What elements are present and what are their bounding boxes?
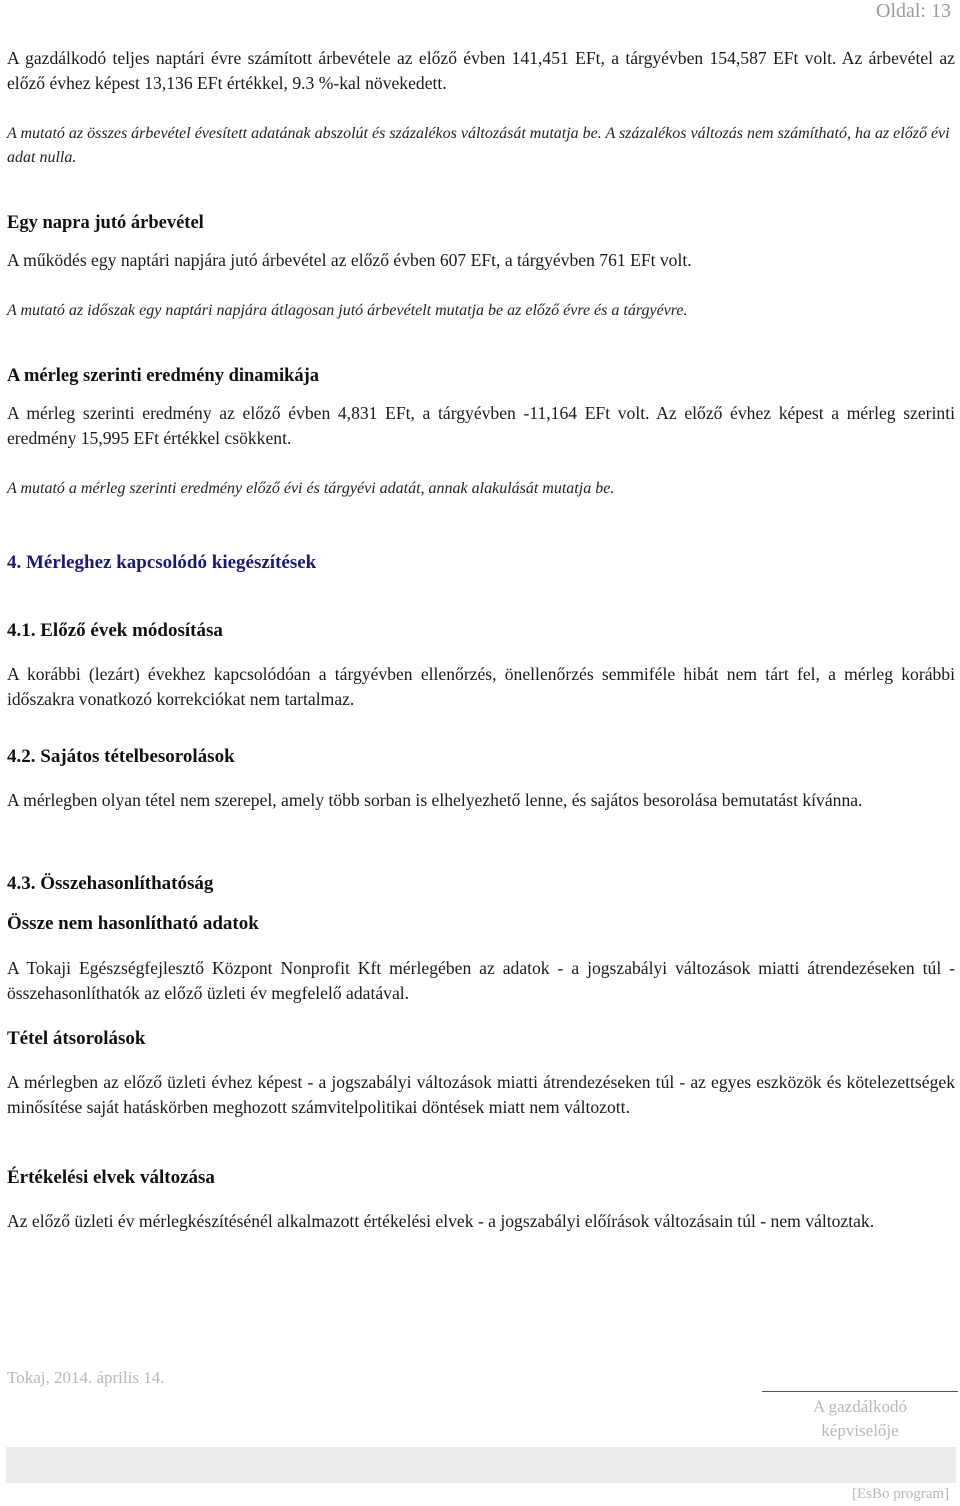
daily-revenue-heading: Egy napra jutó árbevétel bbox=[7, 213, 204, 233]
page-number: Oldal: 13 bbox=[876, 0, 951, 22]
section-4-1-paragraph: A korábbi (lezárt) évekhez kapcsolódóan a tárgyévben ellenőrzés, önellenőrzés semmiféle hibát nem tárt fel, a mérleg korábbi időszakra vonatkozó korrekciókat nem tartalmaz. bbox=[7, 664, 955, 709]
section-4-2-paragraph: A mérlegben olyan tétel nem szerepel, amely több sorban is elhelyezhető lenne, és sajátos besorolása bemutatást kívánna. bbox=[7, 790, 863, 810]
revenue-total-note: A mutató az összes árbevétel évesített adatának abszolút és százalékos változását mutatja be. A százalékos változás nem számítható, ha az előző évi adat nulla. bbox=[7, 125, 950, 166]
reclassification-heading: Tétel átsorolások bbox=[7, 1028, 146, 1049]
non-comparable-heading: Össze nem hasonlítható adatok bbox=[7, 913, 259, 934]
valuation-heading: Értékelési elvek változása bbox=[7, 1167, 215, 1188]
valuation-paragraph: Az előző üzleti év mérlegkészítésénél alkalmazott értékelési elvek - a jogszabályi előírások változásain túl - nem változtak. bbox=[7, 1211, 875, 1231]
place-date: Tokaj, 2014. április 14. bbox=[7, 1368, 165, 1387]
section-4-heading: 4. Mérleghez kapcsolódó kiegészítések bbox=[7, 552, 317, 573]
result-dynamics-heading: A mérleg szerinti eredmény dinamikája bbox=[7, 366, 320, 386]
result-dynamics-paragraph: A mérleg szerinti eredmény az előző évben 4,831 EFt, a tárgyévben -11,164 EFt volt. Az előző évhez képest a mérleg szerinti eredmény 15,995 EFt értékkel csökkent. bbox=[7, 403, 955, 448]
signature-label-line2: képviselője bbox=[821, 1421, 899, 1440]
section-4-2-heading: 4.2. Sajátos tételbesorolások bbox=[7, 746, 235, 767]
footer-band bbox=[6, 1447, 956, 1483]
signature-label-line1: A gazdálkodó bbox=[813, 1397, 907, 1416]
result-dynamics-note: A mutató a mérleg szerinti eredmény előző évi és tárgyévi adatát, annak alakulását mutatja be. bbox=[7, 480, 615, 497]
section-4-3-heading: 4.3. Összehasonlíthatóság bbox=[7, 873, 214, 894]
reclassification-paragraph: A mérlegben az előző üzleti évhez képest - a jogszabályi változások miatti átrendezéseken túl - az egyes eszközök és kötelezettségek minősítése saját hatáskörben meghozott számvitelpolitikai döntések miatt nem változott. bbox=[7, 1072, 955, 1117]
section-4-1-heading: 4.1. Előző évek módosítása bbox=[7, 620, 223, 641]
signature-block bbox=[762, 1395, 958, 1443]
program-credit: [EsBo program] bbox=[852, 1486, 950, 1502]
non-comparable-paragraph: A Tokaji Egészségfejlesztő Központ Nonprofit Kft mérlegében az adatok - a jogszabályi változások miatti átrendezéseken túl - összehasonlíthatók az előző üzleti év megfelelő adatával. bbox=[7, 958, 955, 1003]
daily-revenue-paragraph: A működés egy naptári napjára jutó árbevétel az előző évben 607 EFt, a tárgyévben 761 EFt volt. bbox=[7, 250, 692, 270]
signature-line bbox=[762, 1391, 958, 1392]
revenue-total-paragraph: A gazdálkodó teljes naptári évre számított árbevétele az előző évben 141,451 EFt, a tárgyévben 154,587 EFt volt. Az árbevétel az előző évhez képest 13,136 EFt értékkel, 9.3 %-kal növekedett. bbox=[7, 48, 955, 93]
daily-revenue-note: A mutató az időszak egy naptári napjára átlagosan jutó árbevételt mutatja be az előző évre és a tárgyévre. bbox=[7, 302, 688, 319]
